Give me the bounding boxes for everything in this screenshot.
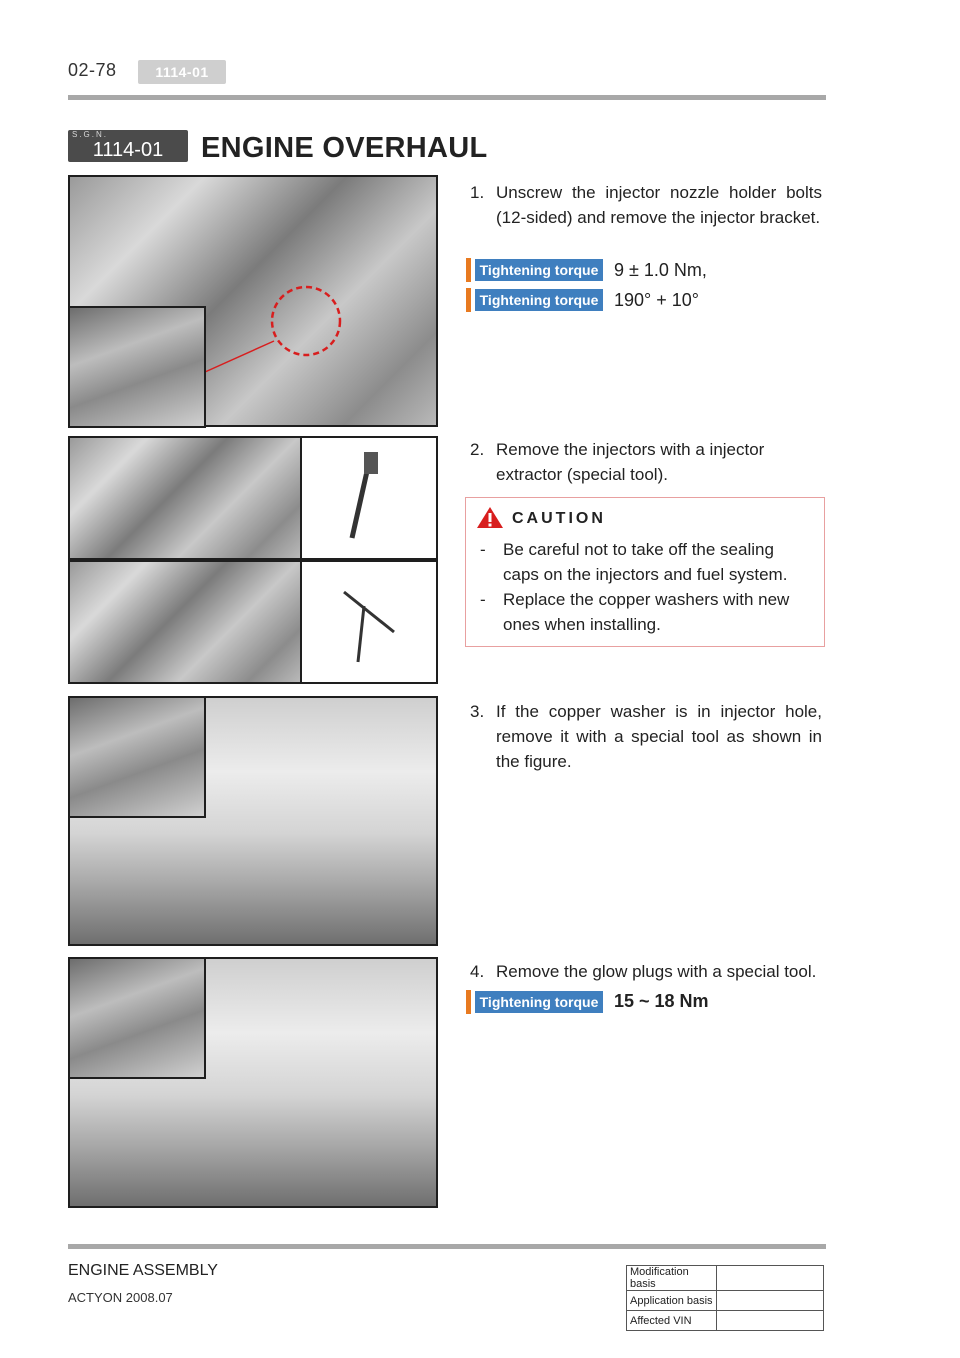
torque-label: Tightening torque [475, 289, 603, 311]
footer-subtitle: ACTYON 2008.07 [68, 1290, 173, 1305]
figure-3-inset [68, 696, 206, 818]
table-cell-value [717, 1291, 824, 1311]
warning-icon [476, 505, 504, 529]
figure-1-inset [68, 306, 206, 428]
caution-title: CAUTION [512, 510, 606, 527]
table-cell-value [717, 1311, 824, 1331]
header-rule [68, 95, 826, 100]
torque-marker [466, 288, 471, 312]
table-row [627, 1266, 824, 1291]
torque-marker [466, 990, 471, 1014]
footer-rule [68, 1244, 826, 1249]
page-number: 02-78 [68, 60, 117, 80]
torque-value: 190° + 10° [614, 290, 699, 310]
torque-label: Tightening torque [475, 259, 603, 281]
injector-drawing [302, 438, 436, 558]
extractor-drawing [302, 562, 436, 682]
caution-item: - Replace the copper washers with new ones when installing. [480, 587, 810, 637]
caution-item-text: Replace the copper washers with new ones when installing. [503, 590, 790, 634]
torque-value: 15 ~ 18 Nm [614, 991, 709, 1011]
table-cell-label: Modification basis [627, 1266, 717, 1291]
step-number: 2. [470, 440, 485, 459]
figure-2b-photo [68, 560, 302, 684]
step-number: 4. [470, 962, 485, 981]
figure-4-inset [68, 957, 206, 1079]
caution-item: - Be careful not to take off the sealing caps on the injectors and fuel system. [480, 537, 810, 587]
table-cell-label: Application basis [627, 1291, 717, 1311]
table-cell-value [717, 1266, 824, 1291]
step-2 [470, 437, 822, 487]
torque-label: Tightening torque [475, 991, 603, 1013]
step-number: 1. [470, 183, 485, 202]
torque-marker [466, 258, 471, 282]
page-title: ENGINE OVERHAUL [201, 132, 488, 164]
table-row [627, 1291, 824, 1311]
caution-item-text: Be careful not to take off the sealing caps on the injectors and fuel system. [503, 540, 788, 584]
figure-2a-tool [300, 436, 438, 560]
modification-table [626, 1265, 824, 1331]
footer-title: ENGINE ASSEMBLY [68, 1262, 218, 1279]
torque-value: 9 ± 1.0 Nm, [614, 260, 707, 280]
step-4 [470, 959, 830, 984]
badge-brand: S.G.N. [72, 130, 109, 139]
table-cell-label: Affected VIN [627, 1311, 717, 1331]
step-text: Unscrew the injector nozzle holder bolts (12-sided) and remove the injector bracket. [496, 183, 822, 227]
step-1 [470, 180, 822, 230]
badge-code: 1114-01 [92, 139, 164, 161]
section-tag: 1114-01 [138, 60, 226, 84]
figure-2a-photo [68, 436, 302, 560]
step-text: Remove the injectors with a injector extractor (special tool). [496, 440, 765, 484]
figure-2b-tool [300, 560, 438, 684]
table-row [627, 1311, 824, 1331]
step-3 [470, 699, 822, 774]
step-number: 3. [470, 702, 485, 721]
step-text: If the copper washer is in injector hole, remove it with a special tool as shown in the figure. [496, 702, 822, 771]
step-text: Remove the glow plugs with a special tool. [496, 962, 817, 981]
